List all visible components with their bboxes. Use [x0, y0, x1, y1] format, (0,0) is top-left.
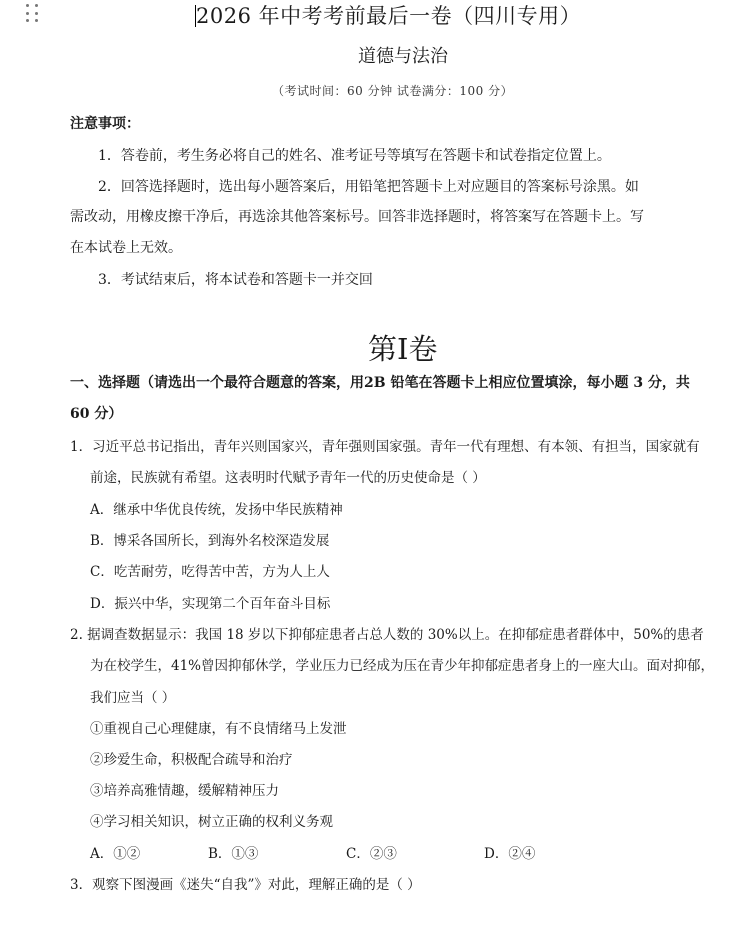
q2-stem-line-2: 为在校学生，41%曾因抑郁休学，学业压力已经成为压在青少年抑郁症患者身上的一座大山。面对抑郁，	[90, 658, 715, 674]
q1-option-c: C．吃苦耐劳，吃得苦中苦，方为人上人	[90, 564, 330, 580]
q2-option-b: B．①③	[208, 846, 259, 862]
q1-option-a: A．继承中华优良传统，发扬中华民族精神	[90, 502, 343, 518]
section-heading-line-2: 60 分）	[70, 406, 123, 422]
q1-stem-line-1: 1．习近平总书记指出，青年兴则国家兴，青年强则国家强。青年一代有理想、有本领、有担当，国家就有	[70, 439, 700, 455]
section-heading-line-1: 一、选择题（请选出一个最符合题意的答案，用2B 铅笔在答题卡上相应位置填涂，每小题 3 分，共	[70, 375, 690, 391]
q1-option-b: B．博采各国所长，到海外名校深造发展	[90, 533, 330, 549]
q2-stem-line-1: 2. 据调查数据显示：我国 18 岁以下抑郁症患者占总人数的 30%以上。在抑郁症患者群体中，50%的患者	[70, 627, 704, 643]
q2-option-a: A．①②	[90, 846, 141, 862]
notice-item-2-line-1: 2．回答选择题时，选出每小题答案后，用铅笔把答题卡上对应题目的答案标号涂黑。如	[98, 179, 639, 195]
exam-meta: （考试时间：60 分钟 试卷满分：100 分）	[272, 84, 514, 98]
notice-item-2-line-3: 在本试卷上无效。	[70, 240, 182, 256]
drag-handle-icon[interactable]	[26, 4, 40, 24]
q2-statement-3: ③培养高雅情趣，缓解精神压力	[90, 783, 279, 799]
q3-stem-line-1: 3．观察下图漫画《迷失“自我”》对此，理解正确的是（ ）	[70, 877, 421, 893]
volume-title: 第I卷	[368, 332, 438, 366]
q2-statement-2: ②珍爱生命，积极配合疏导和治疗	[90, 752, 293, 768]
notice-heading: 注意事项：	[70, 116, 140, 132]
subject-title: 道德与法治	[358, 46, 448, 67]
q2-statement-1: ①重视自己心理健康，有不良情绪马上发泄	[90, 721, 347, 737]
exam-title: 2026 年中考考前最后一卷（四川专用）	[196, 4, 582, 28]
q1-option-d: D．振兴中华，实现第二个百年奋斗目标	[90, 596, 331, 612]
q1-stem-line-2: 前途，民族就有希望。这表明时代赋予青年一代的历史使命是（ ）	[90, 470, 486, 486]
q2-statement-4: ④学习相关知识，树立正确的权利义务观	[90, 814, 333, 830]
q2-option-d: D．②④	[484, 846, 536, 862]
notice-item-3: 3．考试结束后，将本试卷和答题卡一并交回	[98, 272, 373, 288]
notice-item-1: 1．答卷前，考生务必将自己的姓名、准考证号等填写在答题卡和试卷指定位置上。	[98, 148, 611, 164]
q2-stem-line-3: 我们应当（ ）	[90, 690, 176, 706]
q2-option-c: C．②③	[346, 846, 397, 862]
notice-item-2-line-2: 需改动，用橡皮擦干净后，再选涂其他答案标号。回答非选择题时，将答案写在答题卡上。写	[70, 209, 644, 225]
